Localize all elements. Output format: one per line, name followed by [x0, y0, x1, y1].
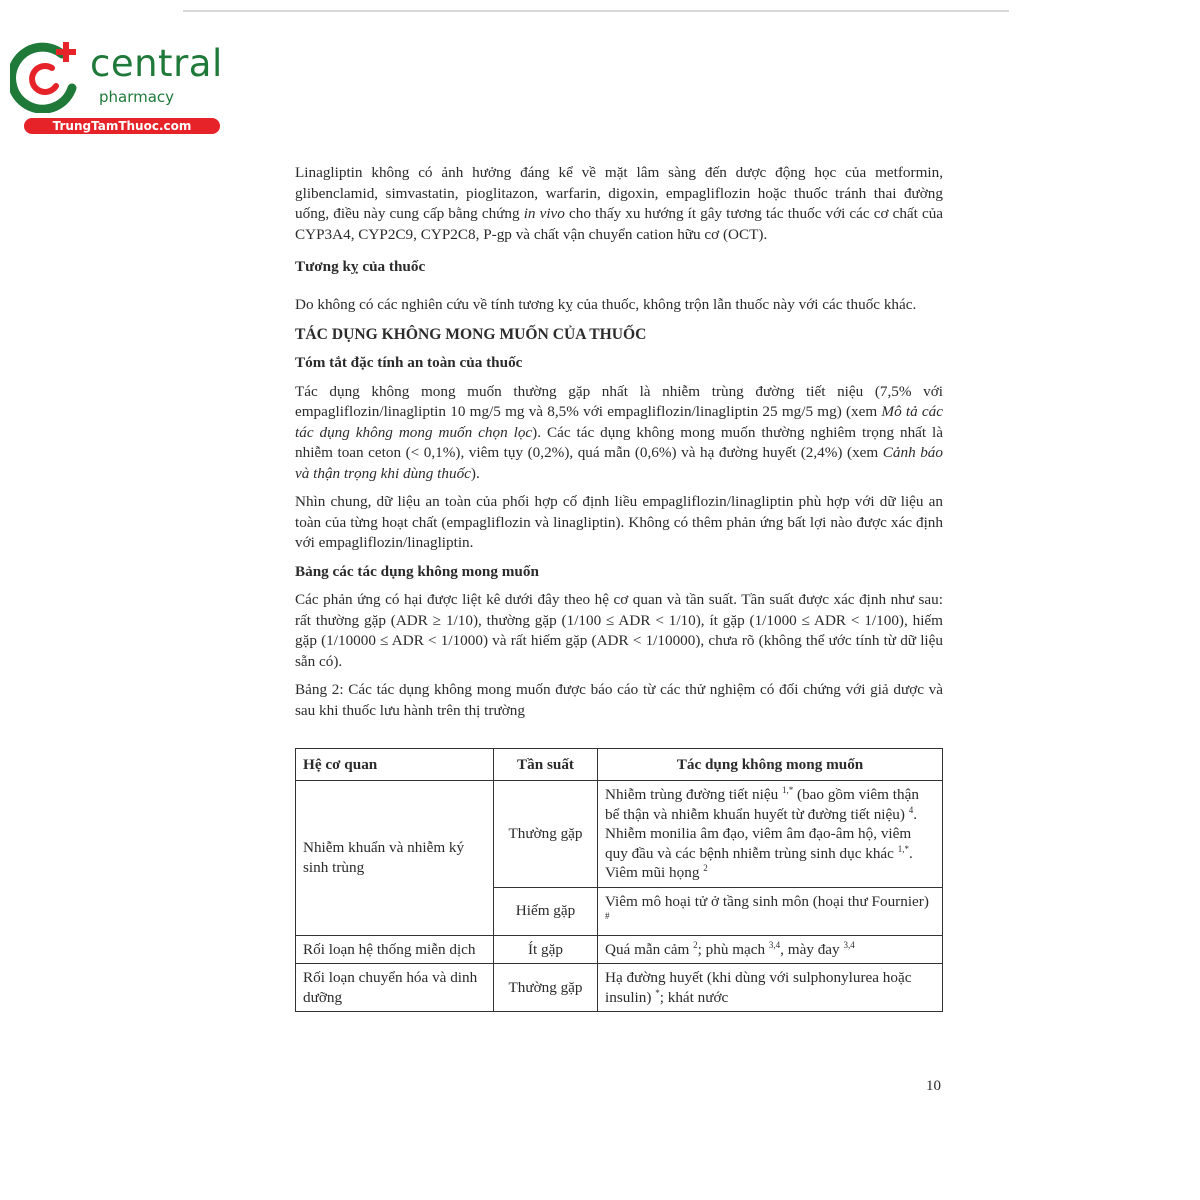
effect-cell: Viêm mô hoại tử ở tầng sinh môn (hoại thư Fournier) # — [598, 887, 943, 935]
table-header-row — [296, 749, 943, 781]
effect-cell: Hạ đường huyết (khi dùng với sulphonylurea hoặc insulin) *; khát nước — [598, 964, 943, 1012]
paragraph-interactions: Linagliptin không có ảnh hưởng đáng kể về mặt lâm sàng đến dược động học của metformin, glibenclamid, simvastatin, pioglitazon, warfarin, digoxin, empagliflozin hoặc thuốc tránh thai đường uống, điều này cung cấp bằng chứng in vivo cho thấy xu hướng ít gây tương tác thuốc với các cơ chất của CYP3A4, CYP2C9, CYP2C8, P-gp và chất vận chuyển cation hữu cơ (OCT). — [295, 164, 944, 243]
organ-cell: Nhiễm khuẩn và nhiễm ký sinh trùng — [296, 781, 494, 936]
frequency-cell: Thường gặp — [494, 781, 598, 888]
table-row — [296, 964, 943, 1012]
table-row — [296, 781, 943, 888]
heading-adverse-table: Bảng các tác dụng không mong muốn — [295, 562, 539, 580]
logo-mark-icon — [10, 38, 90, 113]
central-pharmacy-logo[interactable] — [10, 38, 223, 138]
header-adverse-effect: Tác dụng không mong muốn — [598, 749, 943, 781]
heading-compatibility: Tương kỵ của thuốc — [295, 258, 426, 275]
organ-cell: Rối loạn hệ thống miễn dịch — [296, 935, 494, 964]
paragraph-frequency: Các phản ứng có hại được liệt kê dưới đây theo hệ cơ quan và tần suất. Tần suất được xác định như sau: rất thường gặp (ADR ≥ 1/10), thường gặp (1/100 ≤ ADR < 1/10), ít gặp (1/1000 ≤ ADR < 1/100), hiếm gặp (1/10000 ≤ ADR < 1/1000) và rất hiếm gặp (ADR < 1/10000), chưa rõ (không thể ước tính từ dữ liệu sẵn có). — [295, 591, 943, 670]
effect-cell: Nhiễm trùng đường tiết niệu $^{1,*}$ (bao gồm viêm thận bể thận và nhiễm khuẩn huyết từ đường tiết niệu) $^4$. Nhiễm monilia âm đạo, viêm âm đạo-âm hộ, viêm quy đầu và các bệnh nhiễm trùng sinh dục khác $^{1,*}$. Viêm mũi họng $^2$ — [598, 781, 943, 888]
effect-cell: Quá mẫn cảm $^2$; phù mạch $^{3,4}$, mày đay $^{3,4}$ — [598, 935, 943, 964]
frequency-cell: Ít gặp — [494, 935, 598, 964]
organ-cell: Rối loạn chuyển hóa và dinh dưỡng — [296, 964, 494, 1012]
heading-adverse-effects: TÁC DỤNG KHÔNG MONG MUỐN CỦA THUỐC — [295, 325, 647, 343]
top-rule — [183, 10, 1009, 12]
paragraph-overall-safety: Nhìn chung, dữ liệu an toàn của phối hợp cố định liều empagliflozin/linagliptin phù hợp với dữ liệu an toàn của từng hoạt chất (empagliflozin và linagliptin). Không có thêm phản ứng bất lợi nào được xác định với empagliflozin/linagliptin. — [295, 493, 943, 551]
table-caption: Bảng 2: Các tác dụng không mong muốn được báo cáo từ các thử nghiệm có đối chứng với giả dược và sau khi thuốc lưu hành trên thị trường — [295, 681, 943, 719]
header-organ-system: Hệ cơ quan — [296, 749, 494, 781]
table-row — [296, 935, 943, 964]
frequency-cell: Thường gặp — [494, 964, 598, 1012]
paragraph-compatibility: Do không có các nghiên cứu về tính tương kỵ của thuốc, không trộn lẫn thuốc này với các thuốc khác. — [295, 295, 917, 313]
logo-sub-text: pharmacy — [99, 88, 175, 106]
logo-brand-text: central — [90, 42, 223, 85]
frequency-cell: Hiếm gặp — [494, 887, 598, 935]
page-number: 10 — [926, 1078, 941, 1094]
paragraph-safety-summary: Tác dụng không mong muốn thường gặp nhất là nhiễm trùng đường tiết niệu (7,5% với empagliflozin/linagliptin 10 mg/5 mg và 8,5% với empagliflozin/linagliptin 25 mg/5 mg) (xem Mô tả các tác dụng không mong muốn chọn lọc). Các tác dụng không mong muốn thường nghiêm trọng nhất là nhiễm toan ceton (< 0,1%), viêm tụy (0,2%), quá mẫn (0,6%) và hạ đường huyết (2,4%) (xem Cảnh báo và thận trọng khi dùng thuốc). — [295, 382, 944, 482]
heading-safety-summary: Tóm tắt đặc tính an toàn của thuốc — [295, 354, 523, 371]
logo-url-badge: TrungTamThuoc.com — [24, 118, 220, 134]
document-body — [295, 163, 943, 721]
header-frequency: Tần suất — [494, 749, 598, 781]
adverse-effects-table — [295, 748, 943, 1012]
